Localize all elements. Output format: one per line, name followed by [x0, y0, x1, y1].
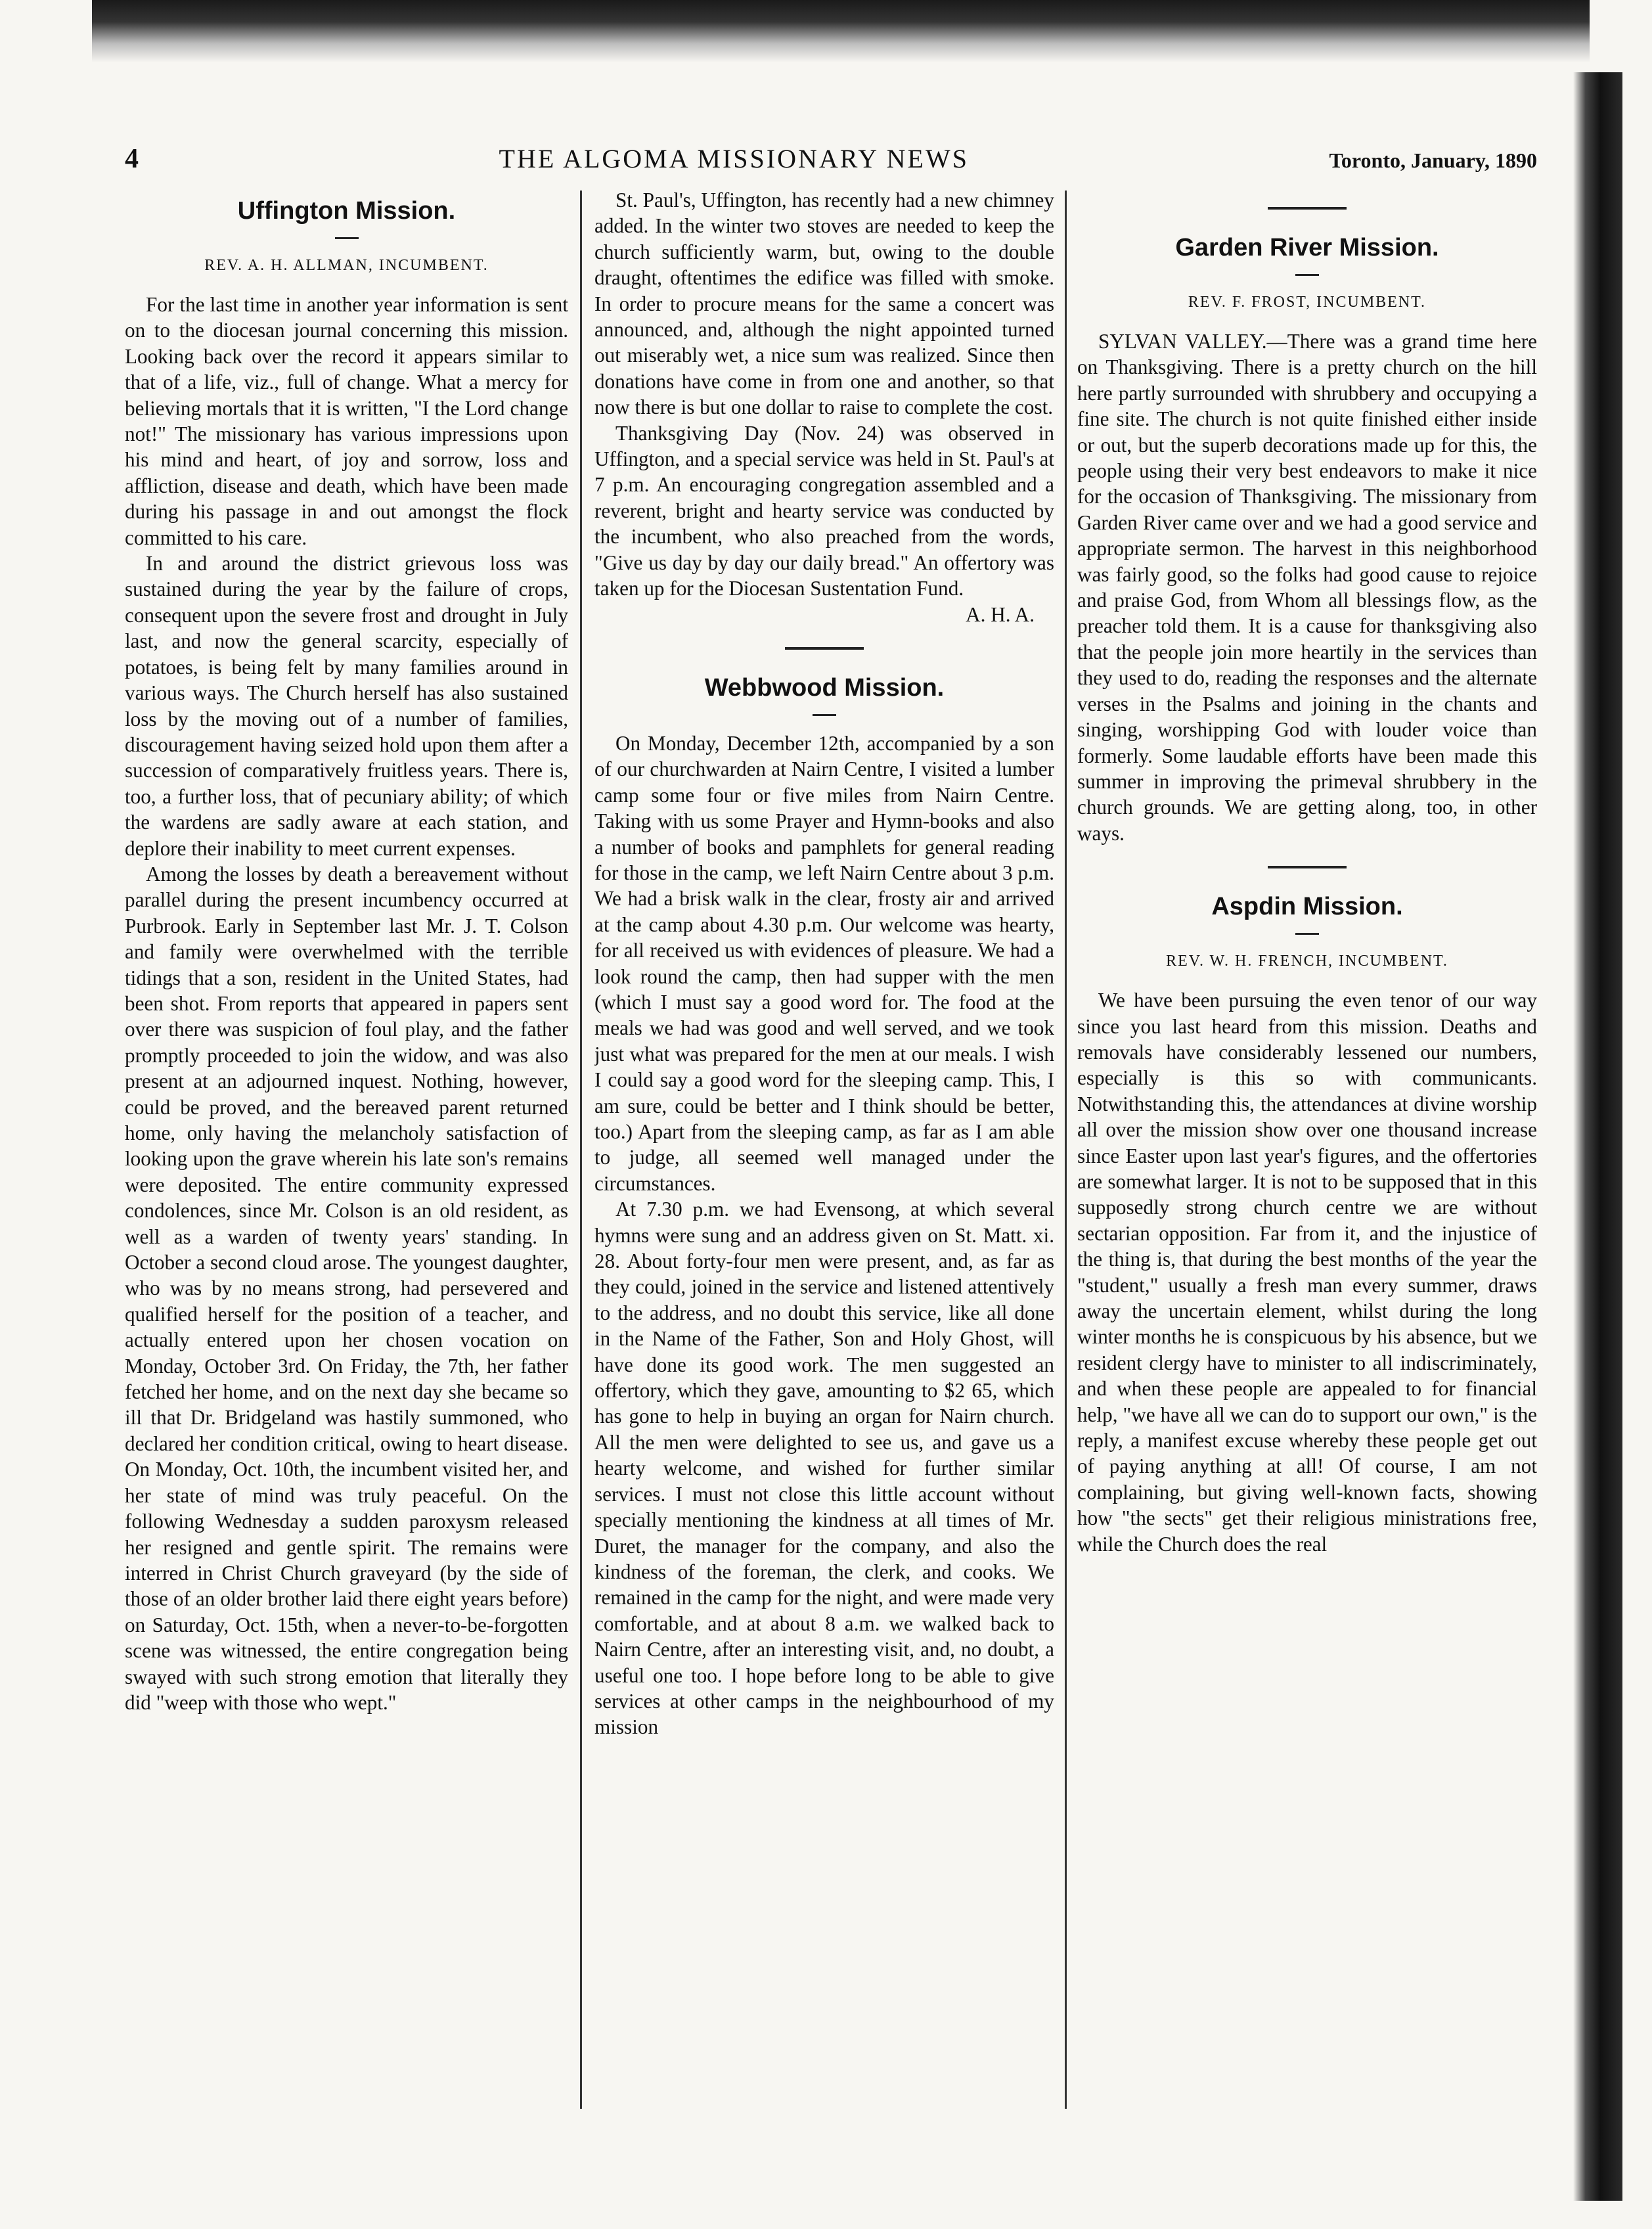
paragraph: On Monday, December 12th, accompanied by a son of our churchwarden at Nairn Centre, I visited a lumber camp some four or five miles from Nairn Centre. Taking with us some Prayer and Hymn-books and also a number of books and pamphlets for general reading for those in the camp, we left Nairn Centre about 3 p.m. We had a brisk walk in the clear, frosty air and arrived at the camp about 4.30 p.m. Our welcome was hearty, for all received us with evidences of pleasure. We had a look round the camp, then had supper with the men (which I must say a good word for. The food at the meals we had was good and well served, and we took just what was prepared for the men at our meals. I wish I could say a good word for the sleeping camp. This, I am sure, could be better and I think should be better, too.) Apart from the sleeping camp, as far as I am able to judge, all seemed well managed under the circumstances. — [594, 731, 1054, 1195]
issue-date: Toronto, January, 1890 — [1329, 148, 1537, 172]
divider — [1295, 274, 1319, 276]
column-1 — [125, 187, 568, 2125]
paragraph: Among the losses by death a bereavement without parallel during the present incumbency occurred at Purbrook. Early in September last Mr. J. T. Colson and family were overwhelmed with the terrible tidings that a son, resident in the United States, had been shot. From reports that appeared in papers sent over there was suspicion of foul play, and the father promptly proceeded to join the widow, and was also present at an adjourned inquest. Nothing, however, could be proved, and the bereaved parent returned home, only having the melancholy satisfaction of looking upon the grave wherein his late son's remains were deposited. The entire community expressed condolences, since Mr. Colson is an old resident, as well as a warden of twenty years' standing. In October a second cloud arose. The youngest daughter, who was by no means strong, had persevered and qualified herself for the position of a teacher, and actually entered upon her chosen vocation on Monday, October 3rd. On Friday, the 7th, her father fetched her home, and on the next day she became so ill that Dr. Bridgeland was hastily summoned, who declared her condition critical, owing to heart disease. On Monday, Oct. 10th, the incumbent visited her, and her state of mind was truly peaceful. On the following Wednesday a sudden paroxysm released her resigned and gentle spirit. The remains were interred in Christ Church graveyard (by the side of those of an older brother laid there eight years before) on Saturday, Oct. 15th, when a never-to-be-forgotten scene was witnessed, the entire congregation being swayed with such strong emotion that literally they did "weep with those who wept." — [125, 862, 568, 1714]
paragraph: SYLVAN VALLEY.—There was a grand time here on Thanksgiving. There is a pretty church on the hill here partly surrounded with shrubbery and occupying a fine site. The church is not quite finished either inside or out, but the superb decorations made up for this, the people using their very best endeavors to make it nice for the occasion of Thanksgiving. The missionary from Garden River came over and we had a good service and appropriate sermon. The harvest in this neighborhood was fairly good, so the folks had good cause to rejoice and praise God, from Whom all blessings flow, as the preacher told them. It is a cause for thanksgiving also that the people join more heartily in the services than they used to do, reading the responses and the alternate verses in the Psalms and joining in the chants and singing, worshipping God with louder voice than formerly. Some laudable efforts have been made this summer in improving the primeval shrubbery in the church grounds. We are getting along, too, in other ways. — [1077, 330, 1537, 845]
incumbent-byline: REV. A. H. ALLMAN, INCUMBENT. — [204, 257, 489, 274]
page-header — [125, 143, 1537, 180]
section-rule — [1268, 207, 1347, 210]
column-rule — [580, 191, 582, 2109]
paragraph: Thanksgiving Day (Nov. 24) was observed in Uffington, and a special service was held in St. Paul's at 7 p.m. An encouraging congregation assembled and a reverent, bright and hearty service was conducted by the incumbent, who also preached from the words, "Give us day by day our daily bread." An offertory was taken up for the Diocesan Sustentation Fund. — [594, 421, 1054, 600]
paragraph: In and around the district grievous loss was sustained during the year by the failure of crops, consequent upon the severe frost and drought in July last, and now the general scarcity, especially of potatoes, is being felt by many families around in various ways. The Church herself has also sustained loss by the moving out of a number of families, discouragement having seized hold upon them after a succession of comparatively fruitless years. There is, too, a further loss, that of pecuniary ability; of which the wardens are sadly aware at each station, and deplore their inability to meet current expenses. — [125, 552, 568, 860]
page-binding-edge — [1573, 72, 1622, 2201]
incumbent-byline: REV. W. H. FRENCH, INCUMBENT. — [1166, 953, 1448, 970]
section-rule — [785, 647, 864, 650]
paragraph: At 7.30 p.m. we had Evensong, at which several hymns were sung and an address given on St. Matt. xi. 28. About forty-four men were present, and, as far as they could, joined in the service and listened attentively to the address, and no doubt this service, like all done in the Name of the Father, Son and Holy Ghost, will have done its good work. The men suggested an offertory, which they gave, amounting to $2 65, which has gone to help in buying an organ for Nairn church. All the men were delighted to see us, and gave us a hearty welcome, and wished for further similar services. I must not close this little account without specially mentioning the kindness at all times of Mr. Duret, the manager for the company, and also the kindness of the foreman, the clerk, and cooks. We remained in the camp for the night, and were made very comfortable, and at about 8 a.m. we walked back to Nairn Centre, after an interesting visit, and, no doubt, a useful one too. I hope before long to be able to give services at other camps in the neighbourhood of my mission — [594, 1198, 1054, 1739]
page-number: 4 — [125, 144, 139, 174]
journal-title: THE ALGOMA MISSIONARY NEWS — [499, 144, 969, 173]
article-title: Aspdin Mission. — [1211, 893, 1403, 921]
scan-edge-band — [92, 0, 1590, 62]
article-title: Webbwood Mission. — [704, 673, 945, 702]
incumbent-byline: REV. F. FROST, INCUMBENT. — [1188, 294, 1427, 311]
signature: A. H. A. — [966, 602, 1035, 626]
paragraph: We have been pursuing the even tenor of our way since you last heard from this mission. Deaths and removals have considerably lessened our numbers, especially is this so with communicants. Notwithstanding this, the attendances at divine worship all over the mission show over one thousand increase since Easter upon last year's figures, and the offertories are somewhat larger. It is not to be supposed that in this supposedly strong church centre we are without sectarian opposition. Far from it, and the injustice of the thing is, that during the best months of the year the "student," usually a fresh man every summer, draws away the uncertain element, whilst during the long winter months he is conspicuous by his absence, but we resident clergy have to minister to all indiscriminately, and when these people are appealed to for financial help, "we have all we can do to support our own," is the reply, a manifest excuse whereby these people get out of paying anything at all! Of course, I am not complaining, but giving well-known facts, showing how "the sects" get their religious ministrations free, while the Church does the real — [1077, 989, 1537, 1556]
divider — [1295, 933, 1319, 935]
divider — [813, 714, 836, 716]
section-rule — [1268, 866, 1347, 868]
article-title: Garden River Mission. — [1175, 234, 1439, 261]
divider — [335, 237, 359, 239]
column-3 — [1077, 187, 1537, 2125]
paragraph: St. Paul's, Uffington, has recently had a new chimney added. In the winter two stoves are needed to keep the church sufficiently warm, but, owing to the double draught, oftentimes the edifice was filled with smoke. In order to procure means for the same a concert was announced, and, although the night appointed turned out miserably wet, a nice sum was realized. Since then donations have come in from one and another, so that now there is but one dollar to raise to complete the cost. — [594, 189, 1054, 419]
column-2 — [594, 187, 1054, 2125]
column-rule — [1065, 191, 1067, 2109]
paragraph: For the last time in another year information is sent on to the diocesan journal concerning this mission. Looking back over the record it appears similar to that of a life, viz., full of change. What a mercy for believing mortals that it is written, "I the Lord change not!" The missionary has various impressions upon his mind and heart, of joy and sorrow, loss and affliction, disease and death, which have been made during his passage in and out amongst the flock committed to his care. — [125, 293, 568, 549]
article-title: Uffington Mission. — [237, 197, 456, 225]
